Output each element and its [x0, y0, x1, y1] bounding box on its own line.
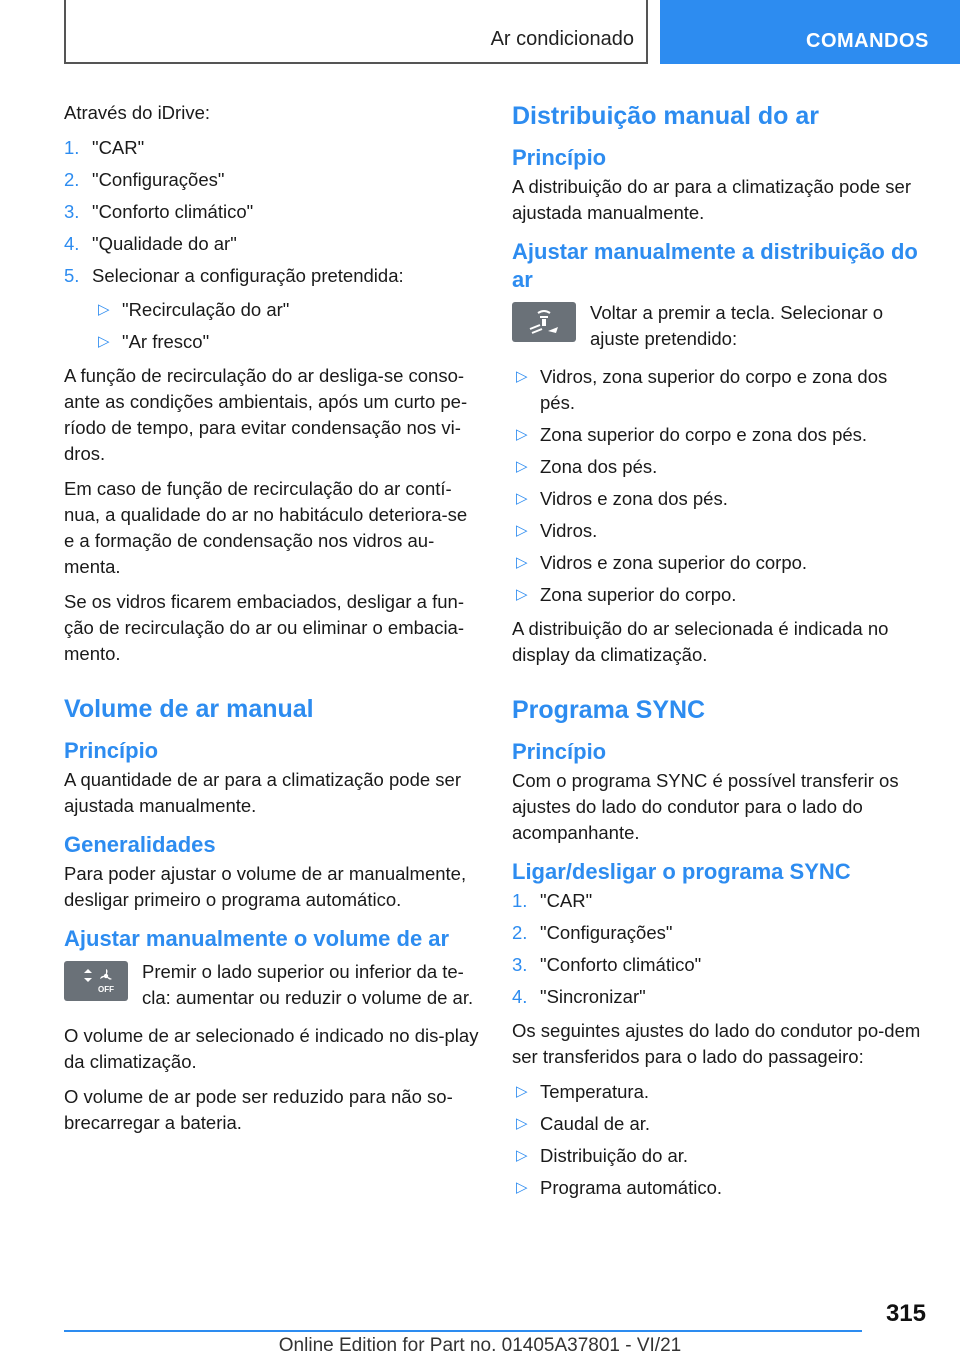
paragraph: A quantidade de ar para a climatização pode ser ajustada manualmente.: [64, 769, 461, 816]
list-item: [512, 518, 922, 544]
paragraph: Para poder ajustar o volume de ar manualmente, desligar primeiro o programa automático.: [64, 863, 467, 910]
triangle-bullet-icon: ▷: [98, 301, 110, 318]
intro-text: Através do iDrive:: [64, 102, 210, 123]
triangle-bullet-icon: ▷: [516, 368, 528, 385]
subheading-adjust-distribution: Ajustar manualmente a distribuição do ar: [512, 239, 918, 292]
paragraph: A distribuição do ar para a climatização pode ser ajustada manualmente.: [512, 176, 911, 223]
paragraph: Se os vidros ficarem embaciados, desligar a fun-ção de recirculação do ar ou eliminar o embacia-mento.: [64, 591, 465, 664]
idrive-steps-list: [64, 135, 479, 289]
paragraph: O volume de ar selecionado é indicado no dis-play da climatização.: [64, 1025, 479, 1072]
list-item: [512, 952, 922, 978]
step-text: "Configurações": [540, 922, 673, 943]
section-heading-air-volume: Volume de ar manual: [64, 695, 314, 723]
triangle-bullet-icon: ▷: [98, 333, 110, 350]
list-item: [94, 329, 479, 355]
sync-options-list: [512, 1079, 922, 1201]
triangle-bullet-icon: ▷: [516, 1147, 528, 1164]
list-item: [512, 486, 922, 512]
triangle-bullet-icon: ▷: [516, 490, 528, 507]
option-text: Zona dos pés.: [540, 456, 658, 477]
header-section-box: [64, 0, 648, 64]
page-number: 315: [885, 1300, 926, 1327]
list-item: [512, 550, 922, 576]
footer-divider: [64, 1330, 862, 1332]
list-item: [512, 1175, 922, 1201]
list-item: [512, 1079, 922, 1105]
list-item: [512, 1143, 922, 1169]
list-item: [512, 422, 922, 448]
option-text: Zona superior do corpo e zona dos pés.: [540, 424, 868, 445]
sync-steps-list: [512, 888, 922, 1010]
icon-instruction-text: Voltar a premir a tecla. Selecionar o ajuste pretendido:: [590, 302, 884, 349]
option-text: "Recirculação do ar": [122, 299, 290, 320]
paragraph: A distribuição do ar selecionada é indicada no display da climatização.: [512, 618, 889, 665]
step-number: 2.: [64, 169, 80, 190]
list-item: [512, 984, 922, 1010]
paragraph: Em caso de função de recirculação do ar contí-nua, a qualidade do ar no habitáculo deteriora-se e a formação de condensação nos vidros au-menta.: [64, 478, 468, 577]
triangle-bullet-icon: ▷: [516, 426, 528, 443]
list-item: [512, 888, 922, 914]
distribution-options-list: [512, 364, 922, 608]
list-item: [512, 920, 922, 946]
step-text: "CAR": [92, 137, 145, 158]
step-text: "Configurações": [92, 169, 225, 190]
step-text: "Conforto climático": [92, 201, 254, 222]
step-text: "CAR": [540, 890, 593, 911]
subheading-sync-onoff: Ligar/desligar o programa SYNC: [512, 859, 851, 884]
step-number: 3.: [64, 201, 80, 222]
list-item: [512, 364, 922, 416]
option-text: Vidros, zona superior do corpo e zona dos pés.: [540, 366, 888, 413]
step-text: "Qualidade do ar": [92, 233, 237, 254]
subheading-adjust-volume: Ajustar manualmente o volume de ar: [64, 926, 450, 951]
fan-button-icon: [64, 961, 128, 1001]
step-text: "Sincronizar": [540, 986, 646, 1007]
option-text: Caudal de ar.: [540, 1113, 651, 1134]
step-number: 1.: [64, 137, 80, 158]
off-label: OFF: [98, 985, 114, 994]
step-text: Selecionar a configuração pretendida:: [92, 265, 404, 286]
paragraph: Os seguintes ajustes do lado do condutor po-dem ser transferidos para o lado do passageiro:: [512, 1020, 921, 1067]
option-text: "Ar fresco": [122, 331, 210, 352]
step-number: 3.: [512, 954, 528, 975]
list-item: [512, 454, 922, 480]
list-item: [64, 167, 479, 193]
option-text: Vidros e zona dos pés.: [540, 488, 728, 509]
step-number: 2.: [512, 922, 528, 943]
option-text: Zona superior do corpo.: [540, 584, 737, 605]
header-chapter-label: COMANDOS: [806, 30, 929, 52]
icon-instruction-text: Premir o lado superior ou inferior da te-cla: aumentar ou reduzir o volume de ar.: [142, 961, 474, 1008]
right-column: [512, 100, 922, 1209]
paragraph: O volume de ar pode ser reduzido para não so-brecarregar a bateria.: [64, 1086, 453, 1133]
subheading-general: Generalidades: [64, 832, 216, 857]
icon-instruction-row: [64, 959, 479, 1011]
option-text: Distribuição do ar.: [540, 1145, 689, 1166]
left-column: [64, 100, 479, 1145]
triangle-bullet-icon: ▷: [516, 554, 528, 571]
header-chapter-tab: [660, 0, 960, 64]
recirculation-options-list: [94, 297, 479, 355]
paragraph: A função de recirculação do ar desliga-se conso-ante as condições ambientais, após um curto pe-ríodo de tempo, para evitar condensação nos vi-dros.: [64, 365, 468, 464]
option-text: Temperatura.: [540, 1081, 649, 1102]
paragraph: Com o programa SYNC é possível transferir os ajustes do lado do condutor para o lado do acompanhante.: [512, 770, 899, 843]
step-number: 4.: [64, 233, 80, 254]
triangle-bullet-icon: ▷: [516, 586, 528, 603]
step-number: 4.: [512, 986, 528, 1007]
step-number: 5.: [64, 265, 80, 286]
footer-edition: Online Edition for Part no. 01405A37801 - VI/21: [278, 1335, 682, 1356]
triangle-bullet-icon: ▷: [516, 1115, 528, 1132]
triangle-bullet-icon: ▷: [516, 1179, 528, 1196]
list-item: [64, 135, 479, 161]
list-item: [512, 582, 922, 608]
option-text: Vidros e zona superior do corpo.: [540, 552, 808, 573]
list-item: [64, 199, 479, 225]
subheading-principle: Princípio: [512, 145, 607, 170]
section-heading-air-distribution: Distribuição manual do ar: [512, 102, 820, 130]
section-heading-sync: Programa SYNC: [512, 696, 706, 724]
triangle-bullet-icon: ▷: [516, 458, 528, 475]
option-text: Programa automático.: [540, 1177, 723, 1198]
icon-instruction-row: [512, 300, 922, 352]
step-text: "Conforto climático": [540, 954, 702, 975]
triangle-bullet-icon: ▷: [516, 1083, 528, 1100]
air-distribution-button-icon: [512, 302, 576, 342]
subheading-principle: Princípio: [512, 739, 607, 764]
list-item: [94, 297, 479, 323]
list-item: [512, 1111, 922, 1137]
option-text: Vidros.: [540, 520, 598, 541]
subheading-principle: Princípio: [64, 738, 159, 763]
list-item: [64, 263, 479, 289]
step-number: 1.: [512, 890, 528, 911]
list-item: [64, 231, 479, 257]
triangle-bullet-icon: ▷: [516, 522, 528, 539]
header-section-title: Ar condicionado: [490, 28, 634, 50]
